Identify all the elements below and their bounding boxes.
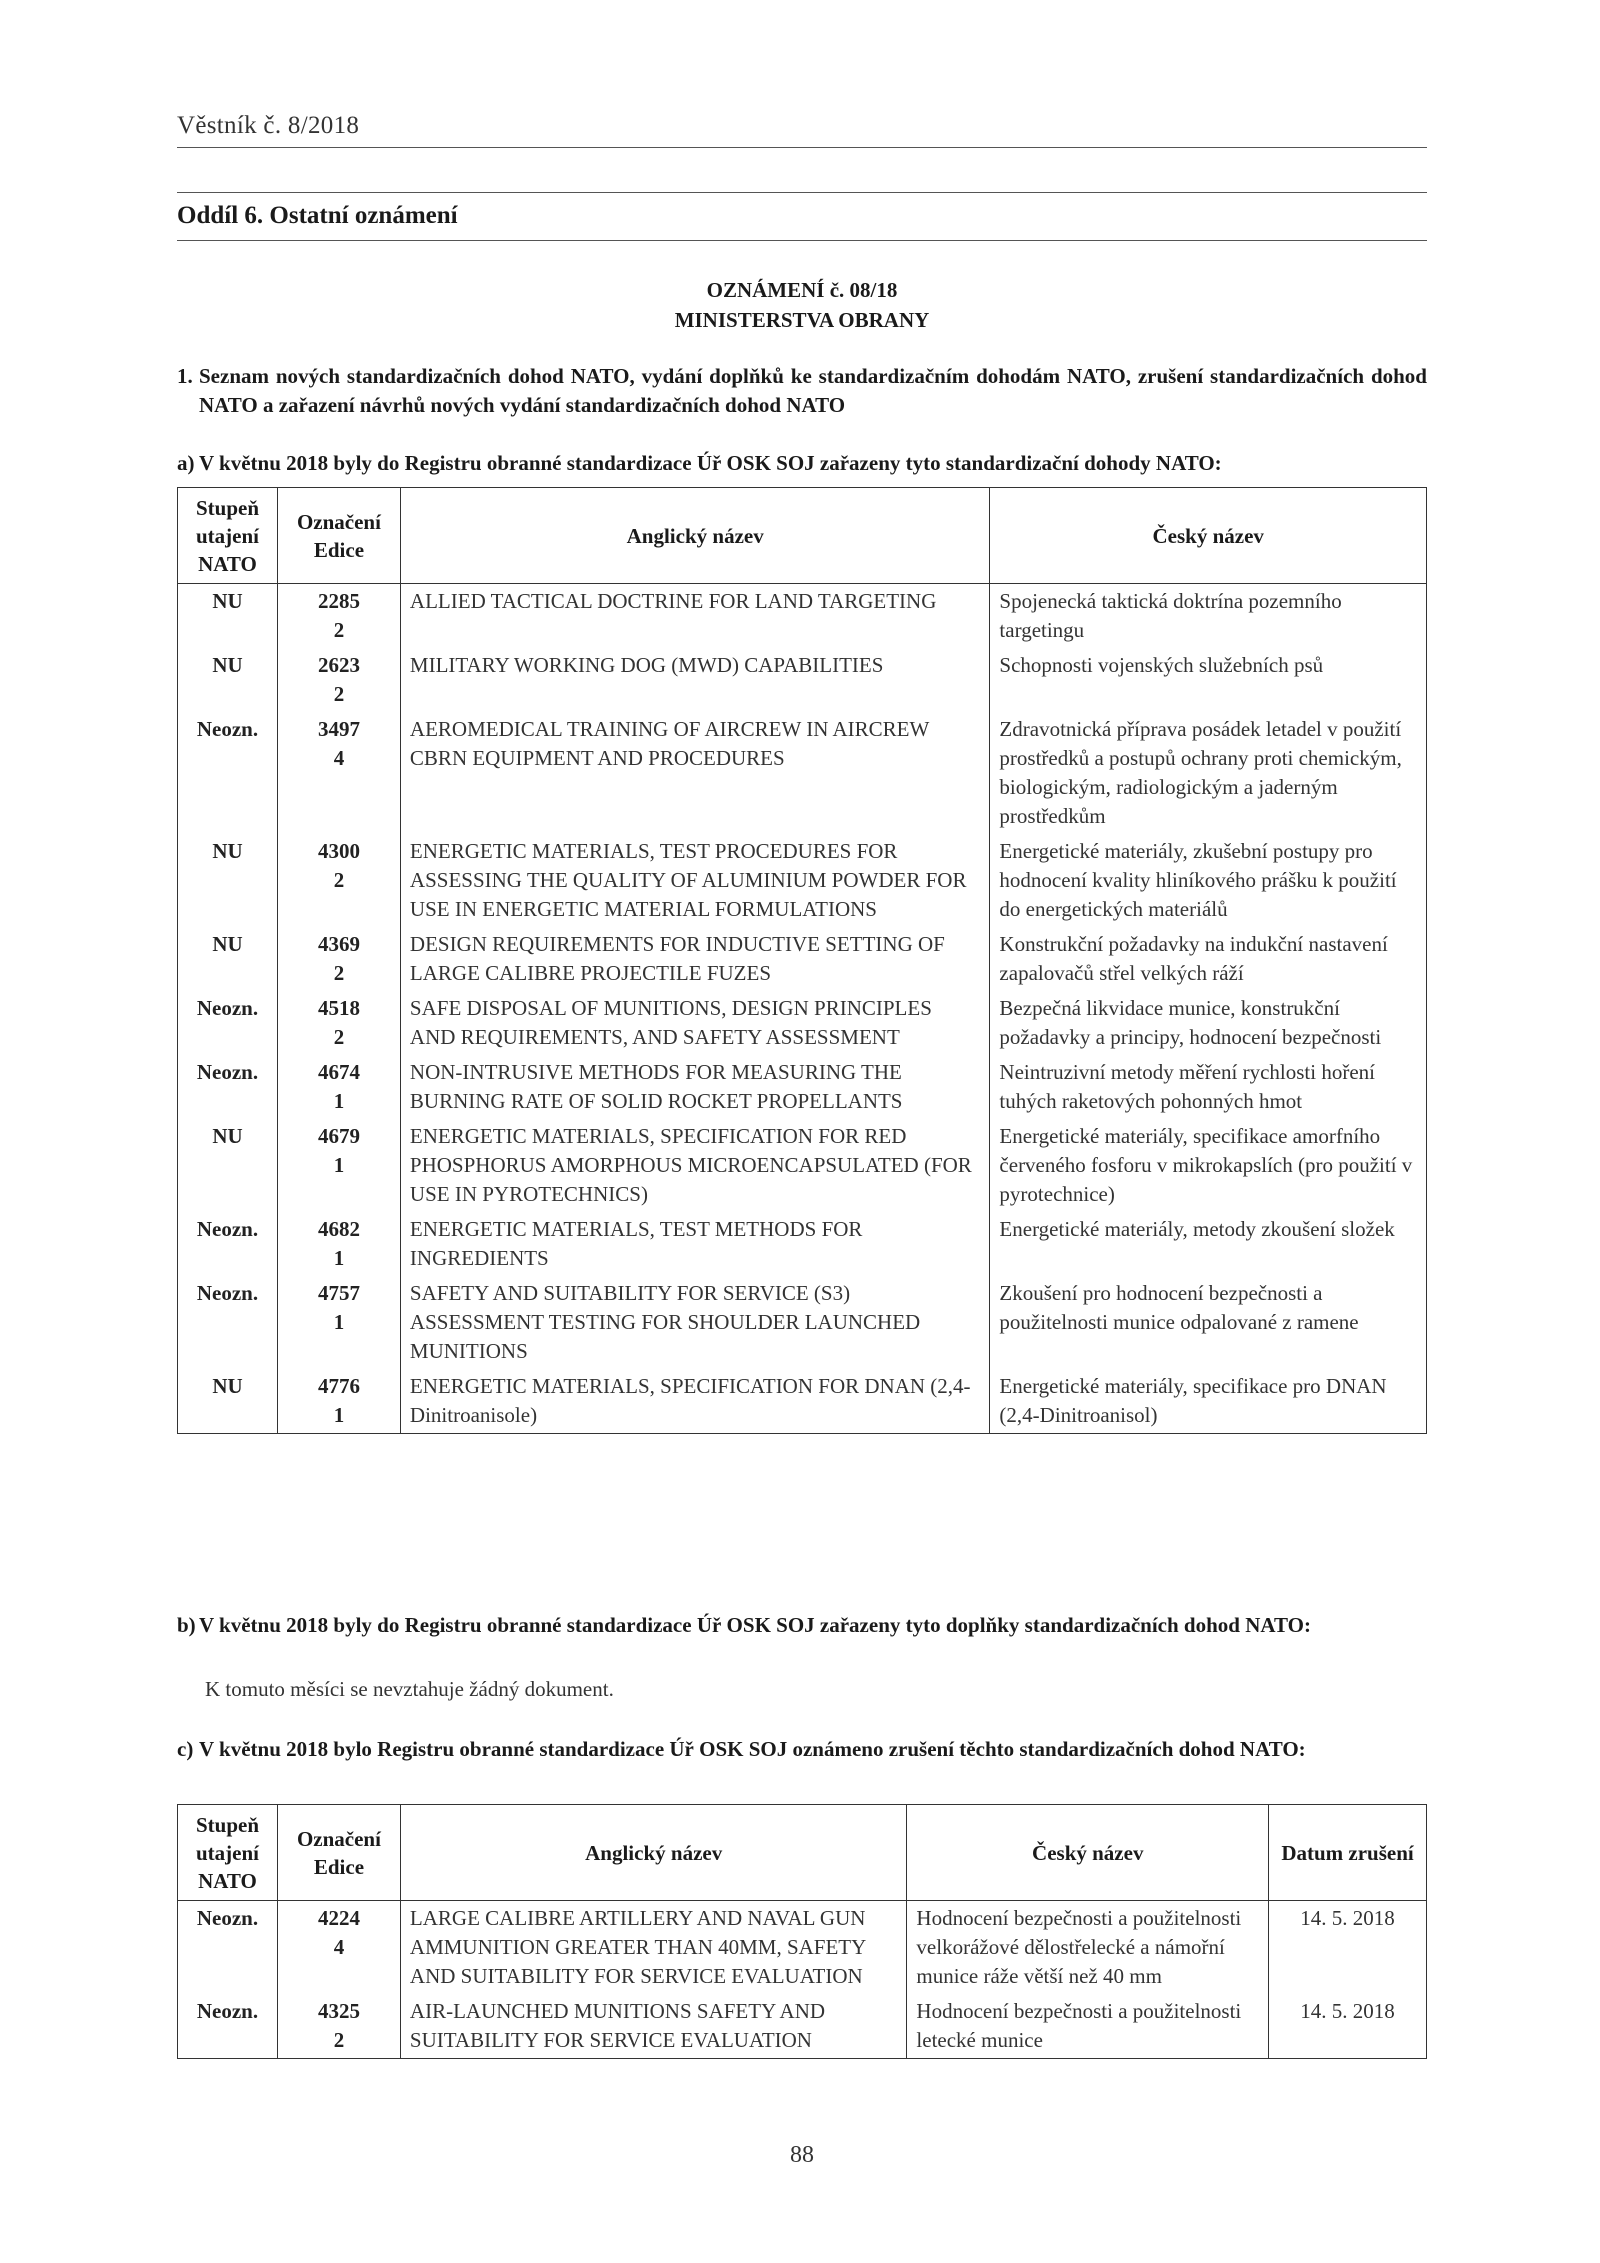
section-rule-top	[177, 192, 1427, 193]
cell-czech-title: Schopnosti vojenských služebních psů	[990, 648, 1427, 712]
section-title: Oddíl 6. Ostatní oznámení	[177, 202, 458, 229]
cell-level: NU	[178, 648, 278, 712]
agreement-number: 4682	[317, 1217, 360, 1241]
agreement-number: 2623	[317, 653, 360, 677]
table-row	[178, 1055, 1427, 1119]
agreement-number: 4369	[317, 932, 360, 956]
cell-czech-title: Energetické materiály, zkušební postupy pro hodnocení kvality hliníkového prášku k použití do energetických materiálů	[990, 834, 1427, 927]
col-header-level: Stupeň utajení NATO	[178, 488, 278, 584]
cell-english-title: ALLIED TACTICAL DOCTRINE FOR LAND TARGETING	[400, 584, 990, 649]
cell-code-edition	[277, 1119, 400, 1212]
intro-paragraph	[177, 362, 1427, 420]
edition-number: 4	[333, 1935, 345, 1959]
cell-level: NU	[178, 1369, 278, 1434]
agreement-number: 4674	[317, 1060, 360, 1084]
cell-code-edition	[277, 1901, 400, 1995]
cell-level: NU	[178, 584, 278, 649]
agreement-number: 4679	[317, 1124, 360, 1148]
cell-level: Neozn.	[178, 1994, 278, 2059]
agreement-number: 4757	[317, 1281, 360, 1305]
part-c-text: V květnu 2018 bylo Registru obranné standardizace Úř OSK SOJ oznámeno zrušení těchto standardizačních dohod NATO:	[199, 1737, 1306, 1761]
table-header-row	[178, 1805, 1427, 1901]
col-header-code: Označení Edice	[277, 488, 400, 584]
intro-number: 1.	[177, 364, 193, 388]
cell-level: Neozn.	[178, 1276, 278, 1369]
table-new-agreements	[177, 487, 1427, 1434]
header-rule	[177, 147, 1427, 148]
col-header-czech: Český název	[990, 488, 1427, 584]
cell-czech-title: Energetické materiály, specifikace amorfního červeného fosforu v mikrokapslích (pro použití v pyrotechnice)	[990, 1119, 1427, 1212]
cell-english-title: AEROMEDICAL TRAINING OF AIRCREW IN AIRCREW CBRN EQUIPMENT AND PROCEDURES	[400, 712, 990, 834]
table-row	[178, 1901, 1427, 1995]
notice-title-line2: MINISTERSTVA OBRANY	[674, 308, 930, 332]
cell-czech-title: Zkoušení pro hodnocení bezpečnosti a použitelnosti munice odpalované z ramene	[990, 1276, 1427, 1369]
agreement-number: 4518	[317, 996, 360, 1020]
table-header-row	[178, 488, 1427, 584]
cell-english-title: ENERGETIC MATERIALS, SPECIFICATION FOR DNAN (2,4-Dinitroanisole)	[400, 1369, 990, 1434]
table-row	[178, 927, 1427, 991]
cell-cancel-date: 14. 5. 2018	[1269, 1901, 1427, 1995]
part-b-note: K tomuto měsíci se nevztahuje žádný dokument.	[205, 1677, 614, 1701]
edition-number: 2	[333, 1025, 345, 1049]
intro-text: Seznam nových standardizačních dohod NATO, vydání doplňků ke standardizačním dohodám NATO, zrušení standardizačních dohod NATO a zařazení návrhů nových vydání standardizačních dohod NATO	[199, 364, 1427, 417]
table-row	[178, 1994, 1427, 2059]
edition-number: 1	[333, 1089, 345, 1113]
part-b-label: b)	[177, 1613, 196, 1637]
edition-number: 2	[333, 961, 345, 985]
part-b-text: V květnu 2018 byly do Registru obranné standardizace Úř OSK SOJ zařazeny tyto doplňky standardizačních dohod NATO:	[199, 1613, 1311, 1637]
cell-code-edition	[277, 834, 400, 927]
table-row	[178, 648, 1427, 712]
agreement-number: 2285	[317, 589, 360, 613]
cell-czech-title: Spojenecká taktická doktrína pozemního targetingu	[990, 584, 1427, 649]
table-row	[178, 584, 1427, 649]
part-c-label: c)	[177, 1737, 194, 1761]
cell-level: Neozn.	[178, 1901, 278, 1995]
edition-number: 1	[333, 1246, 345, 1270]
section-rule-bottom	[177, 240, 1427, 241]
cell-czech-title: Neintruzivní metody měření rychlosti hoření tuhých raketových pohonných hmot	[990, 1055, 1427, 1119]
cell-code-edition	[277, 927, 400, 991]
edition-number: 2	[333, 682, 345, 706]
edition-number: 2	[333, 618, 345, 642]
cell-level: NU	[178, 834, 278, 927]
cell-english-title: LARGE CALIBRE ARTILLERY AND NAVAL GUN AMMUNITION GREATER THAN 40MM, SAFETY AND SUITABILITY FOR SERVICE EVALUATION	[400, 1901, 907, 1995]
cell-level: NU	[178, 1119, 278, 1212]
cell-english-title: DESIGN REQUIREMENTS FOR INDUCTIVE SETTING OF LARGE CALIBRE PROJECTILE FUZES	[400, 927, 990, 991]
part-c-heading	[177, 1735, 1427, 1764]
cell-english-title: AIR-LAUNCHED MUNITIONS SAFETY AND SUITABILITY FOR SERVICE EVALUATION	[400, 1994, 907, 2059]
cell-english-title: ENERGETIC MATERIALS, TEST METHODS FOR INGREDIENTS	[400, 1212, 990, 1276]
cell-english-title: ENERGETIC MATERIALS, TEST PROCEDURES FOR ASSESSING THE QUALITY OF ALUMINIUM POWDER FOR USE IN ENERGETIC MATERIAL FORMULATIONS	[400, 834, 990, 927]
agreement-number: 4325	[317, 1999, 360, 2023]
cell-code-edition	[277, 1276, 400, 1369]
cell-czech-title: Konstrukční požadavky na indukční nastavení zapalovačů střel velkých ráží	[990, 927, 1427, 991]
agreement-number: 4776	[317, 1374, 360, 1398]
cell-english-title: NON-INTRUSIVE METHODS FOR MEASURING THE BURNING RATE OF SOLID ROCKET PROPELLANTS	[400, 1055, 990, 1119]
col-header-level: Stupeň utajení NATO	[178, 1805, 278, 1901]
table-row	[178, 991, 1427, 1055]
edition-number: 1	[333, 1153, 345, 1177]
cell-czech-title: Bezpečná likvidace munice, konstrukční požadavky a principy, hodnocení bezpečnosti	[990, 991, 1427, 1055]
cell-code-edition	[277, 1055, 400, 1119]
cell-czech-title: Energetické materiály, specifikace pro DNAN (2,4-Dinitroanisol)	[990, 1369, 1427, 1434]
cell-code-edition	[277, 648, 400, 712]
cell-english-title: SAFETY AND SUITABILITY FOR SERVICE (S3) ASSESSMENT TESTING FOR SHOULDER LAUNCHED MUNITIONS	[400, 1276, 990, 1369]
part-a-label: a)	[177, 451, 195, 475]
cell-czech-title: Hodnocení bezpečnosti a použitelnosti letecké munice	[907, 1994, 1269, 2059]
cell-czech-title: Zdravotnická příprava posádek letadel v použití prostředků a postupů ochrany proti chemickým, biologickým, radiologickým a jaderným prostředkům	[990, 712, 1427, 834]
cell-code-edition	[277, 991, 400, 1055]
part-a-heading	[177, 449, 1427, 478]
table-row	[178, 1212, 1427, 1276]
cell-english-title: SAFE DISPOSAL OF MUNITIONS, DESIGN PRINCIPLES AND REQUIREMENTS, AND SAFETY ASSESSMENT	[400, 991, 990, 1055]
notice-title	[177, 275, 1427, 335]
cell-level: Neozn.	[178, 991, 278, 1055]
table-row	[178, 834, 1427, 927]
col-header-code: Označení Edice	[277, 1805, 400, 1901]
agreement-number: 3497	[317, 717, 360, 741]
table-row	[178, 1119, 1427, 1212]
page-number: 88	[790, 2142, 814, 2168]
edition-number: 1	[333, 1310, 345, 1334]
edition-number: 2	[333, 868, 345, 892]
running-head: Věstník č. 8/2018	[177, 112, 360, 139]
table-row	[178, 712, 1427, 834]
cell-code-edition	[277, 1212, 400, 1276]
agreement-number: 4300	[317, 839, 360, 863]
cell-english-title: ENERGETIC MATERIALS, SPECIFICATION FOR RED PHOSPHORUS AMORPHOUS MICROENCAPSULATED (FOR USE IN PYROTECHNICS)	[400, 1119, 990, 1212]
agreement-number: 4224	[317, 1906, 360, 1930]
cell-code-edition	[277, 1994, 400, 2059]
cell-cancel-date: 14. 5. 2018	[1269, 1994, 1427, 2059]
cell-level: Neozn.	[178, 1055, 278, 1119]
cell-code-edition	[277, 712, 400, 834]
cell-czech-title: Hodnocení bezpečnosti a použitelnosti velkorážové dělostřelecké a námořní munice ráže větší než 40 mm	[907, 1901, 1269, 1995]
col-header-english: Anglický název	[400, 488, 990, 584]
edition-number: 4	[333, 746, 345, 770]
col-header-date: Datum zrušení	[1269, 1805, 1427, 1901]
edition-number: 1	[333, 1403, 345, 1427]
cell-level: Neozn.	[178, 712, 278, 834]
cell-code-edition	[277, 1369, 400, 1434]
col-header-czech: Český název	[907, 1805, 1269, 1901]
cell-level: Neozn.	[178, 1212, 278, 1276]
cell-code-edition	[277, 584, 400, 649]
table-row	[178, 1276, 1427, 1369]
part-b-heading	[177, 1611, 1427, 1640]
table-cancelled-agreements	[177, 1804, 1427, 2059]
notice-title-line1: OZNÁMENÍ č. 08/18	[706, 278, 898, 302]
edition-number: 2	[333, 2028, 345, 2052]
col-header-english: Anglický název	[400, 1805, 907, 1901]
cell-english-title: MILITARY WORKING DOG (MWD) CAPABILITIES	[400, 648, 990, 712]
part-a-text: V květnu 2018 byly do Registru obranné standardizace Úř OSK SOJ zařazeny tyto standardizační dohody NATO:	[199, 451, 1222, 475]
table-row	[178, 1369, 1427, 1434]
cell-level: NU	[178, 927, 278, 991]
cell-czech-title: Energetické materiály, metody zkoušení složek	[990, 1212, 1427, 1276]
